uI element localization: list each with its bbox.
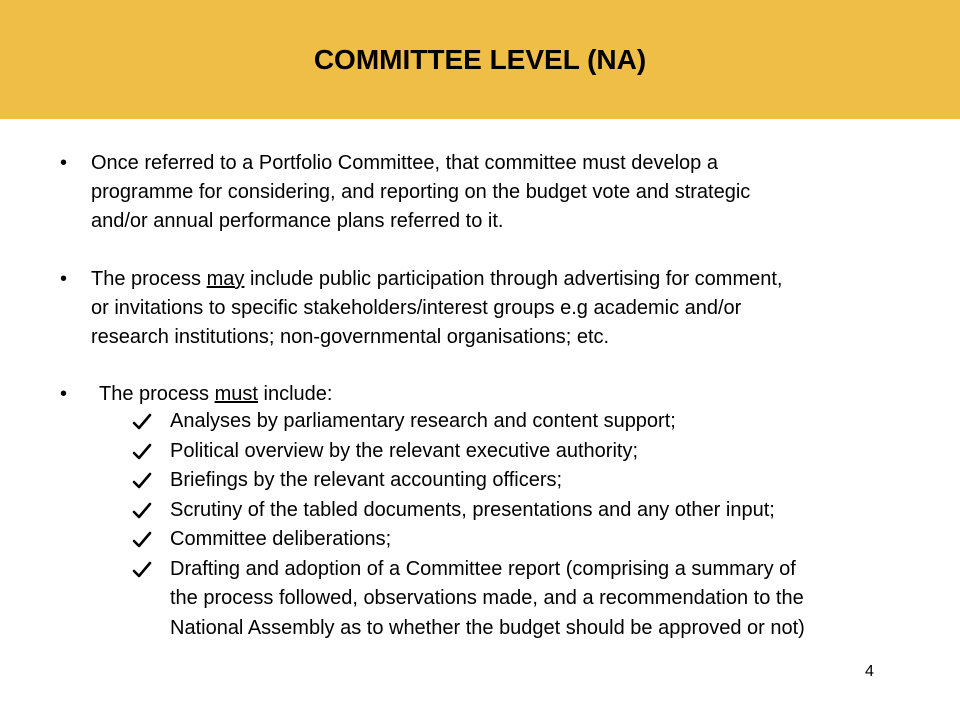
text-fragment: The process [99,383,215,405]
checklist-item [132,407,952,437]
checklist-item [132,496,952,526]
text-line [99,380,949,409]
text-line: and/or annual performance plans referred to it. [91,210,504,232]
checkmark-icon [132,442,152,462]
checklist-item [132,466,952,496]
checklist-item-text: Briefings by the relevant accounting officers; [170,469,563,491]
checklist-item-text: Scrutiny of the tabled documents, presentations and any other input; [170,498,775,521]
slide-title: COMMITTEE LEVEL (NA) [313,44,647,75]
checkmark-icon [132,530,152,550]
bullet-marker: • [60,268,68,290]
checklist-item [132,437,952,467]
underlined-word-may: may [206,268,245,290]
text-line: or invitations to specific stakeholders/interest groups e.g academic and/or [91,297,742,319]
checklist [132,407,952,643]
bullet-paragraph-referral [91,149,941,236]
bullet-marker: • [60,152,68,174]
bullet-marker: • [60,383,68,405]
checkmark-icon [132,560,152,580]
text-line: Once referred to a Portfolio Committee, that committee must develop a [91,152,718,174]
checklist-item-text: Committee deliberations; [170,528,392,550]
underlined-word-must: must [214,383,258,405]
checkmark-icon [132,501,152,521]
text-fragment: include: [257,383,333,405]
checklist-item-text: Analyses by parliamentary research and content support; [170,410,676,432]
bullet-paragraph-must-include [99,380,949,409]
checklist-item [132,525,952,555]
text-fragment: include public participation through advertising for comment, [244,268,783,290]
text-line [91,265,941,294]
text-line: research institutions; non-governmental organisations; etc. [91,326,610,348]
checklist-item-text: National Assembly as to whether the budget should be approved or not) [170,616,805,639]
checkmark-icon [132,412,152,432]
checklist-item-text: Political overview by the relevant executive authority; [170,439,639,462]
checklist-item-text: Drafting and adoption of a Committee report (comprising a summary of [170,557,796,580]
text-fragment: The process [91,268,207,290]
page-number: 4 [865,663,874,680]
checklist-item [132,555,952,644]
bullet-paragraph-public-participation [91,265,941,352]
text-line: programme for considering, and reporting on the budget vote and strategic [91,181,751,203]
checklist-item-text: the process followed, observations made, and a recommendation to the [170,587,804,609]
checkmark-icon [132,471,152,491]
